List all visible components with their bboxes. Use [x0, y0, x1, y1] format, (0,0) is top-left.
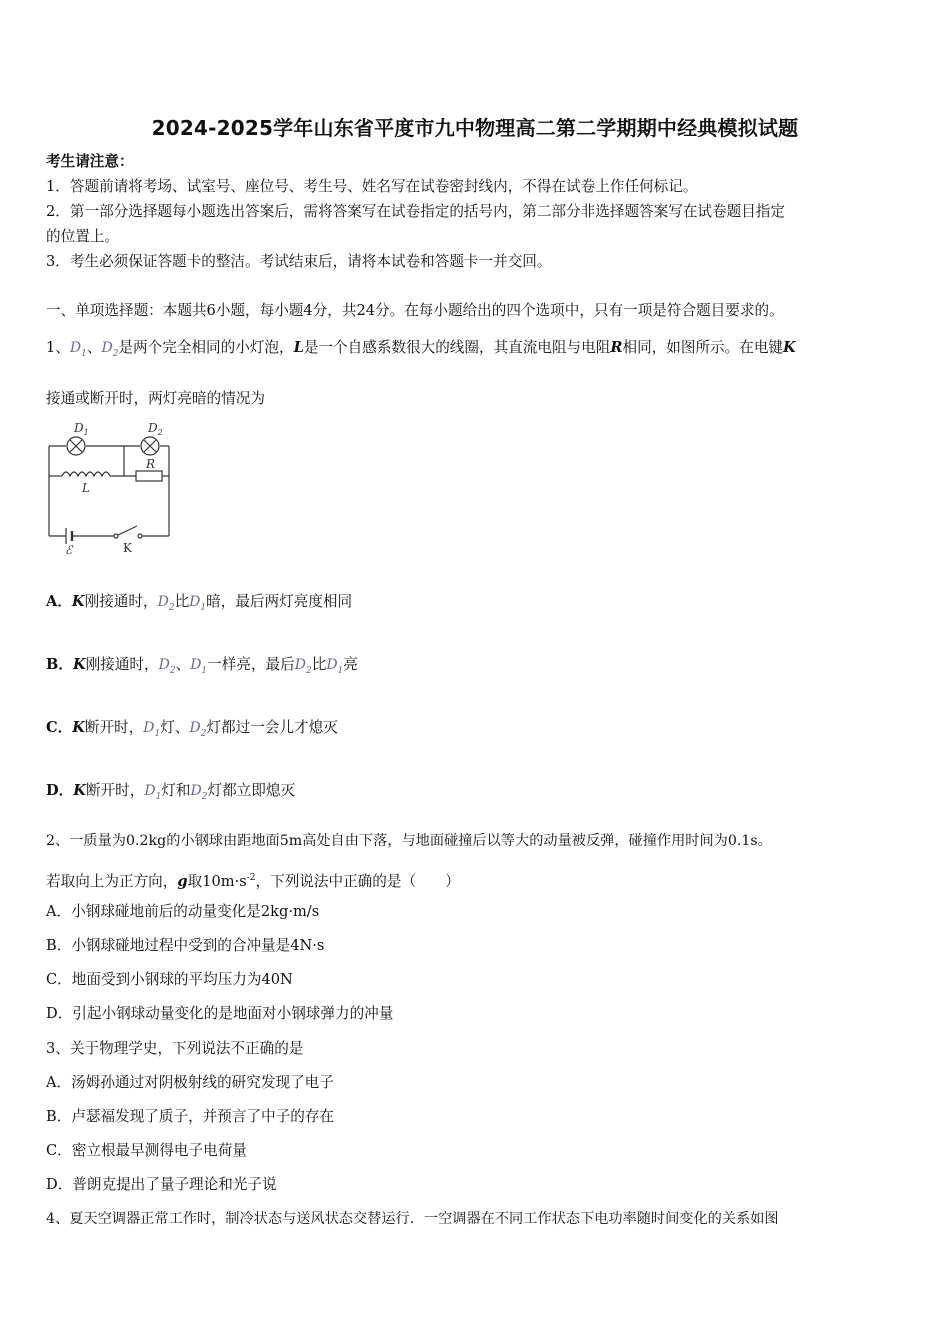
symbol-d1: $D_1$	[190, 657, 208, 676]
q2-option-d: D．引起小钢球动量变化的是地面对小钢球弹力的冲量	[46, 1005, 394, 1022]
q3-option-a: A．汤姆孙通过对阴极射线的研究发现了电子	[46, 1074, 334, 1091]
q2-stem-line2: 若取向上为正方向，g取$10m\cdot s^{-2}$，下列说法中正确的是（ ）	[46, 872, 460, 890]
q1-stem-line2: 接通或断开时，两灯亮暗的情况为	[46, 390, 265, 407]
q4-stem: 4、夏天空调器正常工作时，制冷状态与送风状态交替运行．一空调器在不同工作状态下电功率随时间变化的关系如图	[46, 1211, 779, 1227]
symbol-d1: $D_1$	[69, 340, 87, 359]
symbol-d2: $D_2$	[157, 594, 175, 613]
q2-option-a: A．小钢球碰地前后的动量变化是2kg·m/s	[46, 903, 320, 920]
symbol-d2: $D_2$	[294, 657, 312, 676]
symbol-d1: $D_1$	[326, 657, 344, 676]
notice-item-2-cont: 的位置上。	[46, 228, 119, 245]
q1-option-a: A．K刚接通时，$D_2$比$D_1$暗，最后两灯亮度相同	[46, 593, 353, 613]
q3-option-c: C．密立根最早测得电子电荷量	[46, 1142, 247, 1159]
q1-option-d: D．K断开时，$D_1$灯和$D_2$灯都立即熄灭	[46, 782, 296, 802]
symbol-d1: $D_1$	[189, 594, 207, 613]
symbol-d2: $D_2$	[101, 340, 119, 359]
circuit-label-r: R	[146, 457, 156, 471]
symbol-d2: $D_2$	[158, 657, 176, 676]
notice-item-3: 3．考生必须保证答题卡的整洁。考试结束后，请将本试卷和答题卡一并交回。	[46, 253, 552, 270]
symbol-d1: $D_1$	[143, 720, 161, 739]
notice-item-2: 2．第一部分选择题每小题选出答案后，需将答案写在试卷指定的括号内，第二部分非选择题答案写在试卷题目指定	[46, 203, 785, 220]
section-heading: 一、单项选择题：本题共6小题，每小题4分，共24分。在每小题给出的四个选项中，只有一项是符合题目要求的。	[46, 302, 784, 319]
q2-stem-line1: 2、一质量为0.2kg的小钢球由距地面5m高处自由下落，与地面碰撞后以等大的动量被反弹，碰撞作用时间为0.1s。	[46, 833, 772, 849]
q2-option-b: B．小钢球碰地过程中受到的合冲量是4N·s	[46, 937, 325, 954]
q1-option-b: B．K刚接通时，$D_2$、$D_1$一样亮，最后$D_2$比$D_1$亮	[46, 656, 358, 676]
q3-stem: 3、关于物理学史，下列说法不正确的是	[46, 1040, 304, 1057]
symbol-d2: $D_2$	[189, 720, 207, 739]
q1-number: 1、	[46, 339, 70, 356]
notice-item-1: 1．答题前请将考场、试室号、座位号、考生号、姓名写在试卷密封线内，不得在试卷上作任何标记。	[46, 178, 698, 195]
circuit-label-d2: $D_2$	[148, 421, 163, 437]
circuit-label-e: ℰ	[65, 543, 73, 557]
q1-option-c: C．K断开时，$D_1$灯、$D_2$灯都过一会儿才熄灭	[46, 719, 338, 739]
exam-title: 2024-2025学年山东省平度市九中物理高二第二学期期中经典模拟试题	[151, 116, 799, 140]
q3-option-d: D．普朗克提出了量子理论和光子说	[46, 1176, 277, 1193]
notice-heading: 考生请注意：	[46, 153, 134, 170]
circuit-diagram	[44, 418, 176, 558]
q3-option-b: B．卢瑟福发现了质子，并预言了中子的存在	[46, 1108, 335, 1125]
q1-stem-line1: 1、$D_1$、$D_2$是两个完全相同的小灯泡，L是一个自感系数很大的线圈，其直流电阻与电阻R相同，如图所示。在电键K	[46, 339, 796, 359]
symbol-d2: $D_2$	[190, 783, 208, 802]
symbol-d1: $D_1$	[144, 783, 162, 802]
q2-option-c: C．地面受到小钢球的平均压力为40N	[46, 971, 293, 988]
circuit-label-k: K	[123, 541, 132, 555]
circuit-label-l: L	[82, 481, 90, 495]
circuit-label-d1: $D_1$	[74, 421, 89, 437]
